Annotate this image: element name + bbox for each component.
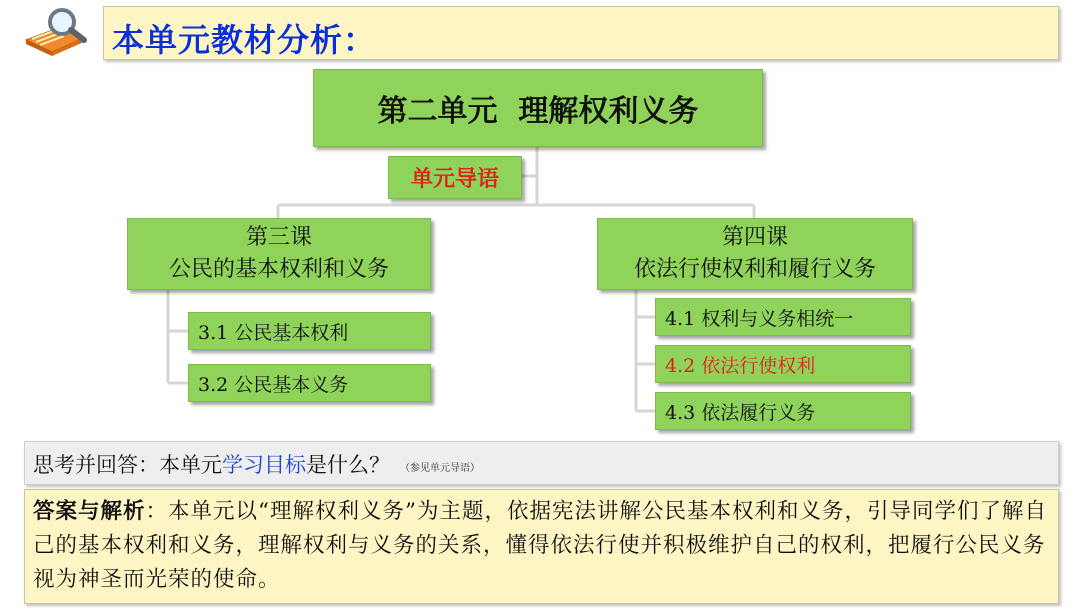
page-title: 本单元教材分析： <box>112 21 377 59</box>
question-suffix: 是什么？ <box>306 453 390 477</box>
question-note: （参见单元导语） <box>400 462 480 474</box>
unit-title: 第二单元 理解权利义务 <box>377 94 699 129</box>
lesson-4-box <box>597 218 913 290</box>
lesson-3-number: 第三课 <box>245 225 312 250</box>
section-4-1-box <box>655 298 911 336</box>
lesson-3-box <box>127 218 431 290</box>
section-3-2-label: 3.2 公民基本义务 <box>198 373 349 396</box>
lesson-3-title: 公民的基本权利和义务 <box>168 257 389 282</box>
question-bar <box>24 441 1059 485</box>
answer-text <box>33 495 1051 597</box>
answer-label: 答案与解析 <box>33 499 146 524</box>
section-3-2-box <box>188 364 431 402</box>
lesson-4-number: 第四课 <box>721 225 788 250</box>
section-3-1-label: 3.1 公民基本权利 <box>198 321 349 344</box>
question-highlight: 学习目标 <box>222 453 306 477</box>
section-4-3-box <box>655 392 911 430</box>
section-3-1-box <box>188 312 431 350</box>
question-text <box>33 449 480 479</box>
answer-body: ：本单元以“理解权利义务”为主题，依据宪法讲解公民基本权利和义务，引导同学们了解自己的基本权利和义务，理解权利与义务的关系，懂得依法行使并积极维护自己的权利，把履行公民义务视为神圣而光荣的使命。 <box>33 499 1048 592</box>
unit-title-box <box>313 69 763 147</box>
lesson-4-title: 依法行使权利和履行义务 <box>633 257 876 282</box>
question-prefix: 思考并回答：本单元 <box>33 453 222 477</box>
section-4-2-box <box>655 345 911 383</box>
section-4-1-label: 4.1 权利与义务相统一 <box>665 307 854 330</box>
section-4-3-label: 4.3 依法履行义务 <box>665 401 816 424</box>
unit-intro-label: 单元导语 <box>410 166 499 192</box>
section-4-2-label: 4.2 依法行使权利 <box>665 354 816 377</box>
answer-box <box>24 489 1059 604</box>
unit-intro-box <box>388 156 522 199</box>
